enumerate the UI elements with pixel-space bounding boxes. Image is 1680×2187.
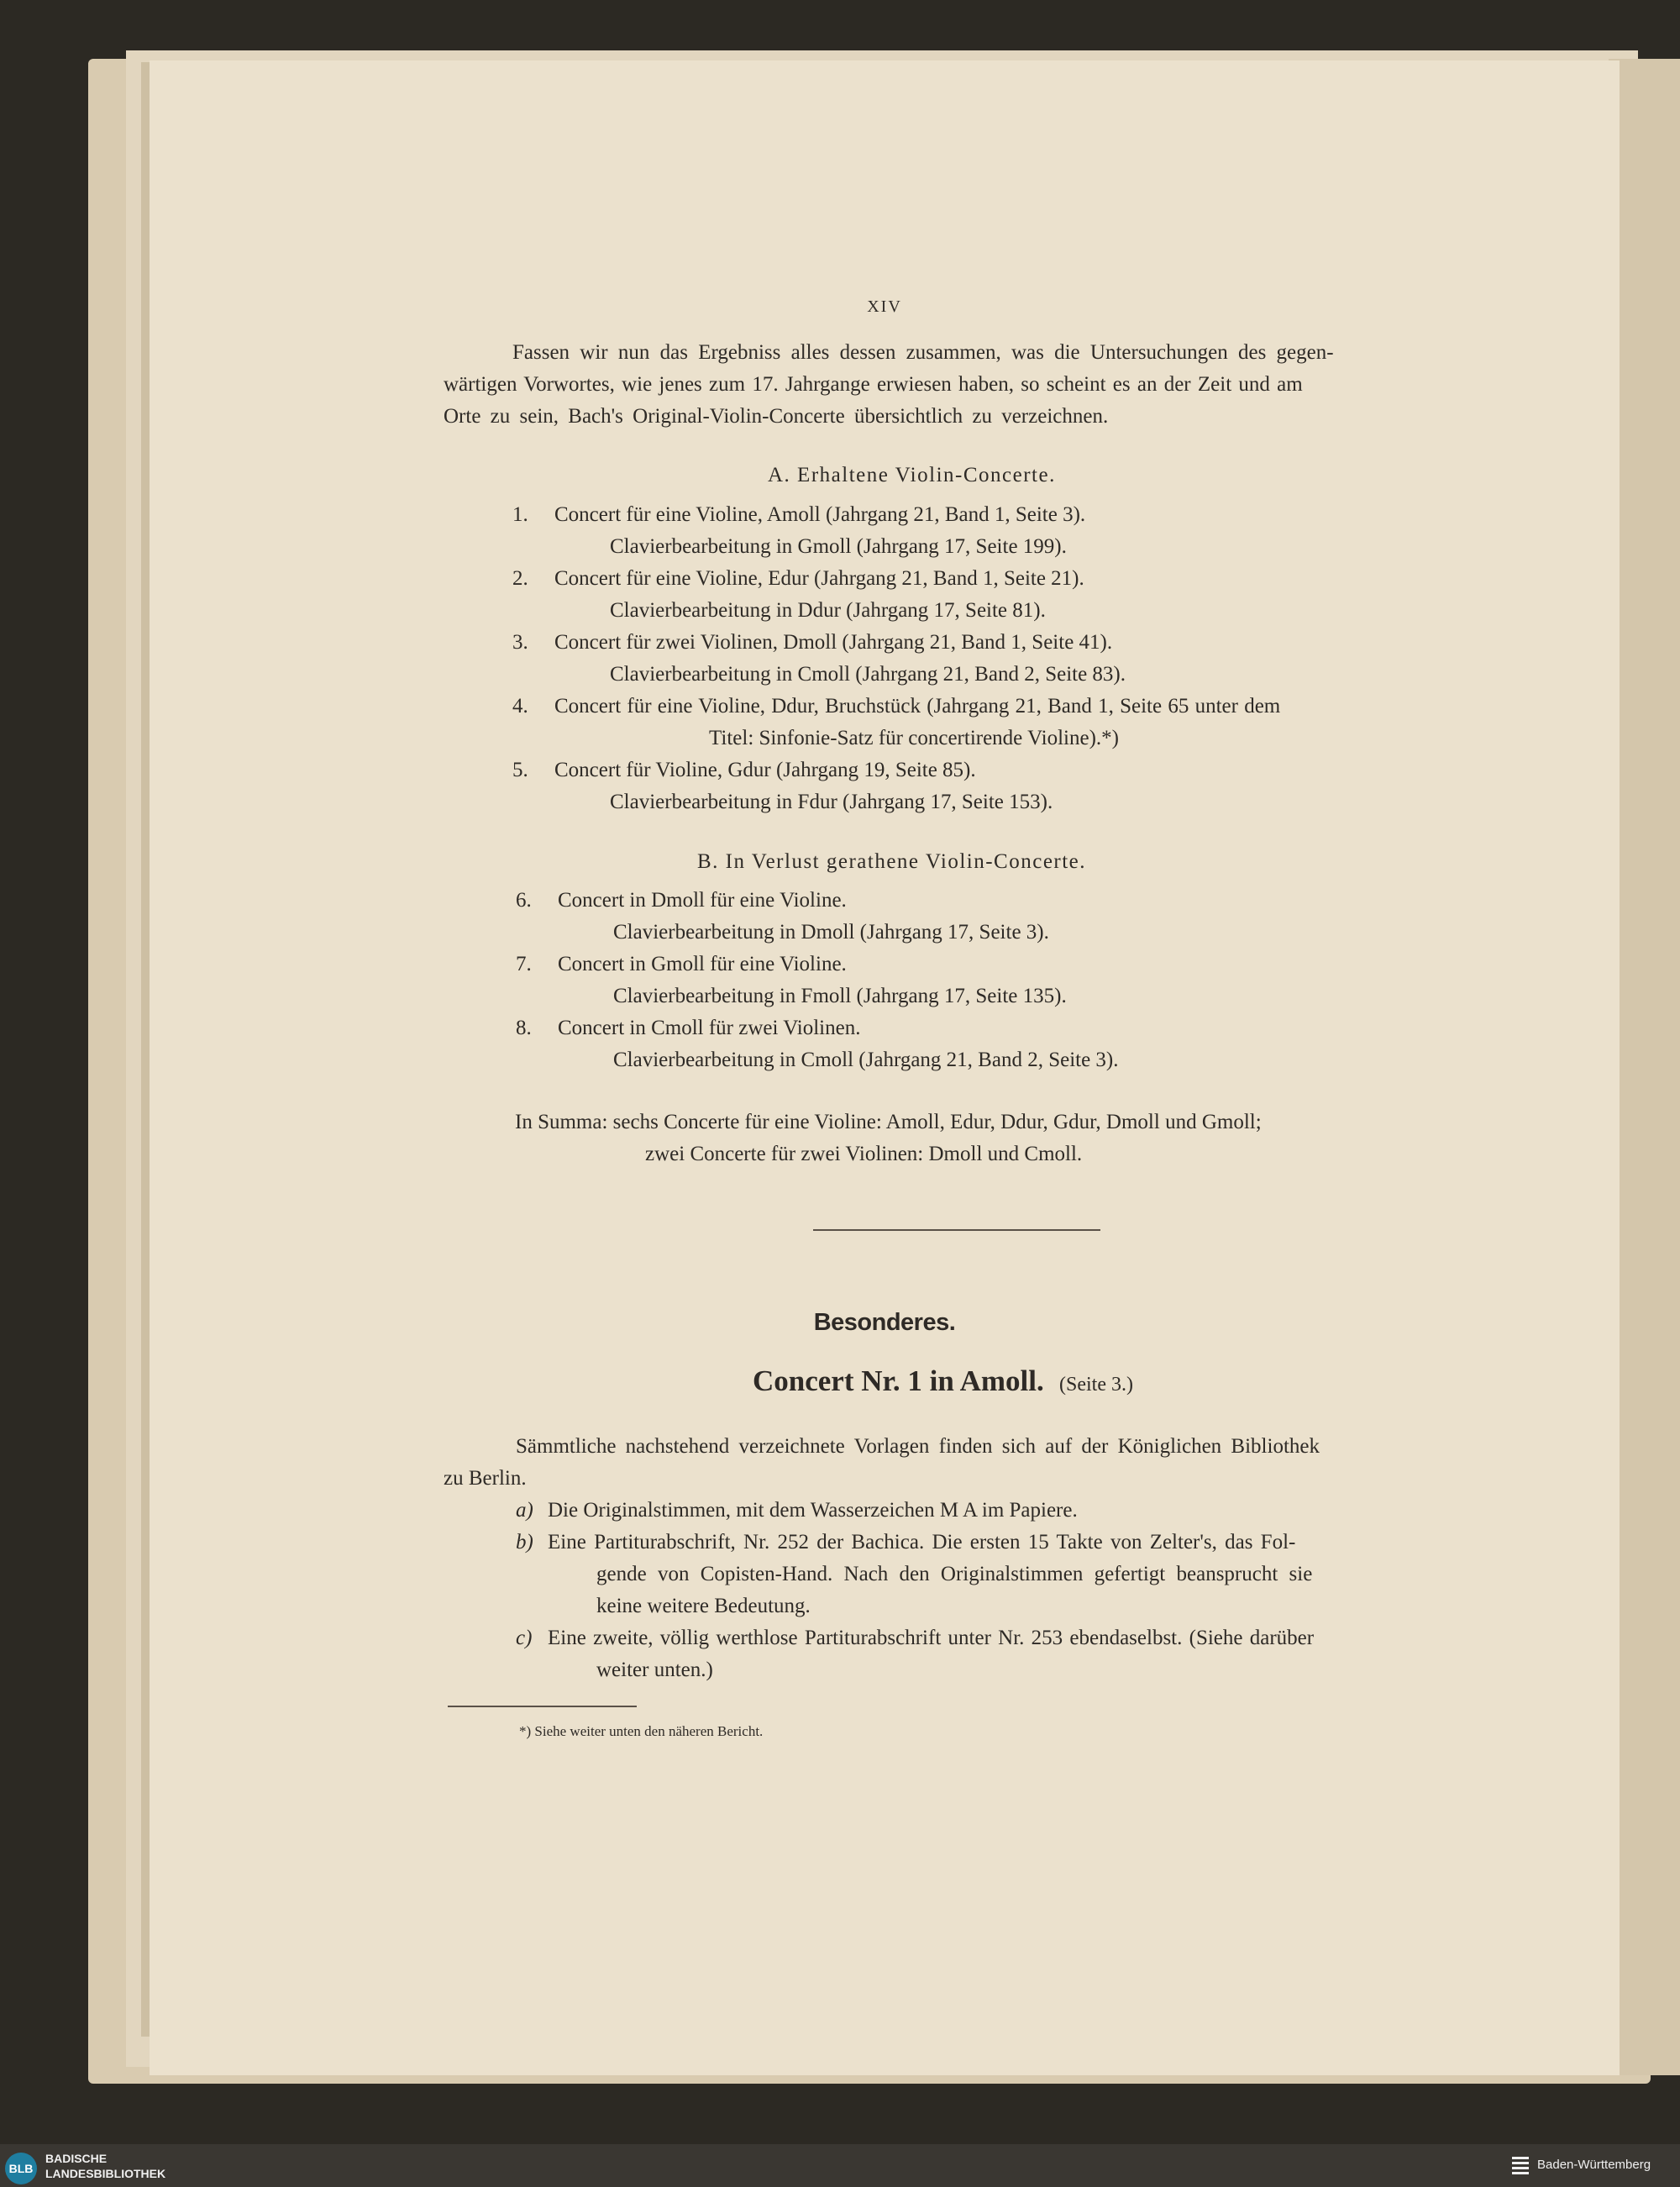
library-name-line-2: LANDESBIBLIOTHEK (45, 2167, 166, 2180)
intro-line-3: Orte zu sein, Bach's Original-Violin-Concerte übersichtlich zu verzeichnen. (444, 405, 1109, 428)
library-name-line-1: BADISCHE (45, 2152, 108, 2165)
list-item: Clavierbearbeitung in Dmoll (Jahrgang 17, Seite 3). (613, 921, 1049, 944)
list-number: 1. (512, 503, 528, 526)
concert-title: Concert Nr. 1 in Amoll. (753, 1364, 1044, 1397)
list-item: Concert für zwei Violinen, Dmoll (Jahrgang 21, Band 1, Seite 41). (554, 631, 1113, 654)
list-item: Clavierbearbeitung in Fdur (Jahrgang 17, Seite 153). (610, 791, 1053, 813)
list-number: 3. (512, 631, 528, 654)
list-item: Concert für eine Violine, Edur (Jahrgang 21, Band 1, Seite 21). (554, 567, 1084, 590)
list-number: 7. (516, 953, 532, 975)
list-number: 8. (516, 1017, 532, 1039)
item-label: a) (516, 1499, 533, 1522)
footnote: *) Siehe weiter unten den näheren Bericht. (519, 1723, 764, 1739)
list-item: Concert in Gmoll für eine Violine. (558, 953, 847, 975)
besonderes-heading: Besonderes. (813, 1309, 956, 1336)
intro-line-1: Fassen wir nun das Ergebniss alles dessen zusammen, was die Untersuchungen des gegen- (512, 341, 1334, 364)
section-a-title: A. Erhaltene Violin-Concerte. (768, 464, 1056, 486)
section-b-title: B. In Verlust gerathene Violin-Concerte. (697, 850, 1087, 873)
section-divider (813, 1229, 1100, 1231)
concert-page-ref: (Seite 3.) (1059, 1374, 1133, 1396)
list-number: 5. (512, 759, 528, 781)
footnote-rule (448, 1706, 637, 1707)
list-item: Concert für eine Violine, Amoll (Jahrgang 21, Band 1, Seite 3). (554, 503, 1086, 526)
blb-logo-icon[interactable]: BLB (5, 2153, 37, 2184)
item-label: b) (516, 1531, 533, 1554)
list-item: weiter unten.) (596, 1659, 713, 1681)
list-item: Titel: Sinfonie-Satz für concertirende Violine).*) (709, 727, 1119, 749)
list-item: Clavierbearbeitung in Cmoll (Jahrgang 21, Band 2, Seite 83). (610, 663, 1126, 686)
list-item: keine weitere Bedeutung. (596, 1595, 811, 1617)
summary-line-2: zwei Concerte für zwei Violinen: Dmoll und Cmoll. (645, 1143, 1083, 1165)
summary-line-1: In Summa: sechs Concerte für eine Violine: Amoll, Edur, Ddur, Gdur, Dmoll und Gmoll; (515, 1111, 1262, 1133)
list-item: Clavierbearbeitung in Fmoll (Jahrgang 17, Seite 135). (613, 985, 1067, 1007)
list-item: Clavierbearbeitung in Ddur (Jahrgang 17, Seite 81). (610, 599, 1046, 622)
state-name[interactable]: Baden-Württemberg (1537, 2158, 1651, 2172)
library-name (45, 2151, 165, 2181)
list-number: 2. (512, 567, 528, 590)
list-item: Concert für eine Violine, Ddur, Bruchstück (Jahrgang 21, Band 1, Seite 65 unter dem (554, 695, 1281, 718)
list-number: 6. (516, 889, 532, 912)
list-item: Clavierbearbeitung in Gmoll (Jahrgang 17, Seite 199). (610, 535, 1067, 558)
state-coat-of-arms-icon (1510, 2154, 1530, 2178)
list-item: Eine zweite, völlig werthlose Partiturabschrift unter Nr. 253 ebendaselbst. (Siehe darüber (548, 1627, 1315, 1649)
list-item: Concert in Dmoll für eine Violine. (558, 889, 847, 912)
list-number: 4. (512, 695, 528, 718)
book-page (150, 60, 1620, 2075)
list-item: Clavierbearbeitung in Cmoll (Jahrgang 21, Band 2, Seite 3). (613, 1049, 1119, 1071)
footer-bar (0, 2144, 1680, 2187)
list-item: Eine Partiturabschrift, Nr. 252 der Bachica. Die ersten 15 Takte von Zelter's, das Fol- (548, 1531, 1296, 1554)
intro-line-2: wärtigen Vorwortes, wie jenes zum 17. Jahrgange erwiesen haben, so scheint es an der Zeit und am (444, 373, 1303, 396)
concert-heading (753, 1366, 1133, 1400)
list-item: Concert in Cmoll für zwei Violinen. (558, 1017, 861, 1039)
besonderes-intro-2: zu Berlin. (444, 1467, 527, 1490)
list-item: gende von Copisten-Hand. Nach den Originalstimmen gefertigt beansprucht sie (596, 1563, 1313, 1585)
list-item: Die Originalstimmen, mit dem Wasserzeichen M A im Papiere. (548, 1499, 1078, 1522)
page-number: XIV (867, 297, 902, 316)
besonderes-intro-1: Sämmtliche nachstehend verzeichnete Vorlagen finden sich auf der Königlichen Bibliothek (516, 1435, 1320, 1458)
item-label: c) (516, 1627, 533, 1649)
list-item: Concert für Violine, Gdur (Jahrgang 19, Seite 85). (554, 759, 976, 781)
